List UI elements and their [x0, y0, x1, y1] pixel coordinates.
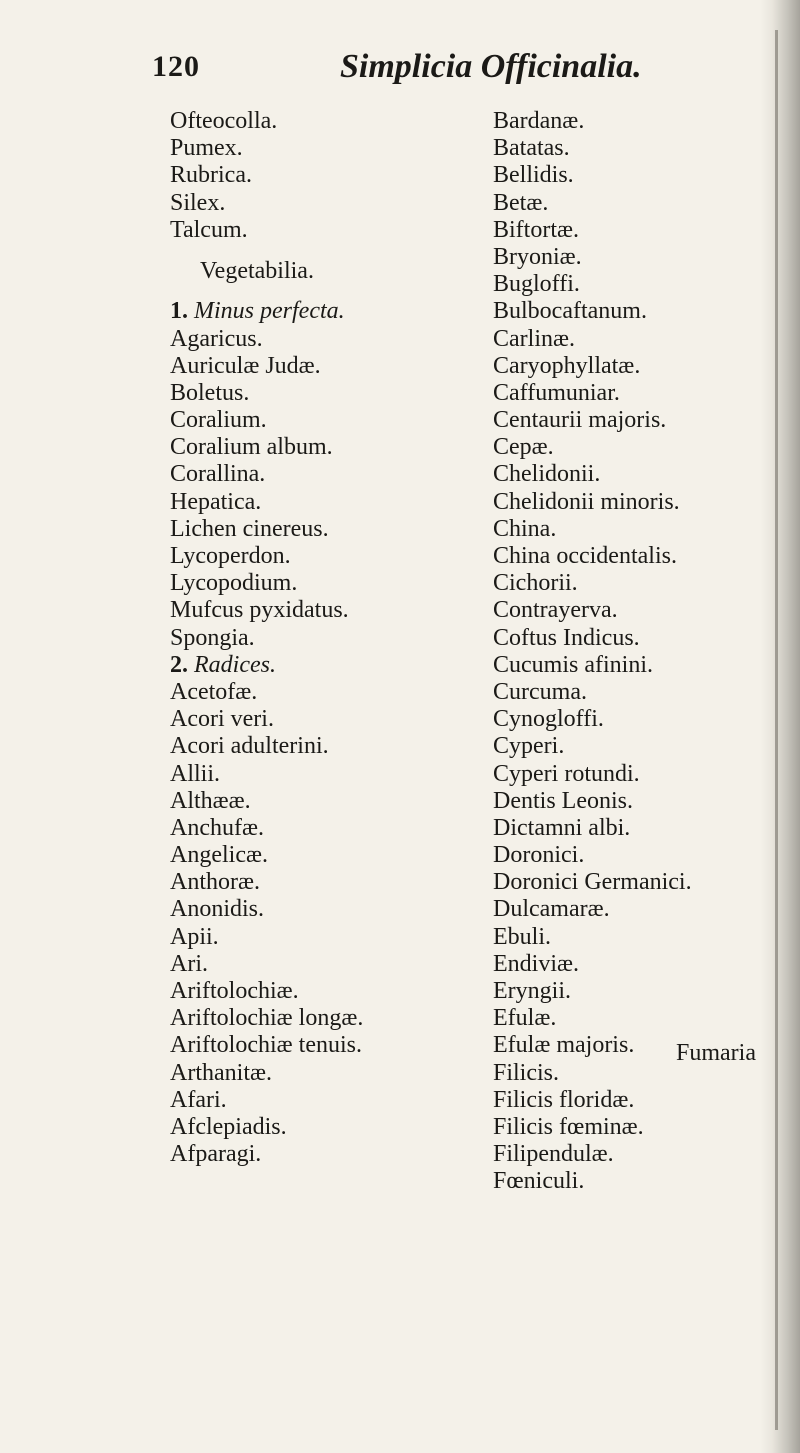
list-item: Doronici.: [493, 842, 585, 869]
list-item: Afari.: [170, 1086, 227, 1113]
list-item: Cyperi rotundi.: [493, 760, 640, 787]
section-title: Minus perfecta.: [194, 298, 345, 325]
list-item: Hepatica.: [170, 488, 262, 515]
list-item: Bellidis.: [493, 162, 574, 189]
left-column: [170, 108, 470, 1168]
section-title: Radices.: [194, 651, 276, 678]
section-heading-2: [170, 652, 470, 679]
section-heading-1: [170, 298, 470, 325]
list-item: China.: [493, 515, 557, 542]
section-number: 2.: [170, 651, 188, 678]
list-item: Rubrica.: [170, 162, 252, 189]
list-item: Curcuma.: [493, 678, 587, 705]
list-item: Caryophyllatæ.: [493, 352, 641, 379]
list-item: Althææ.: [170, 787, 251, 814]
list-item: Endiviæ.: [493, 950, 580, 977]
list-item: Eryngii.: [493, 978, 571, 1004]
list-item: Ofteocolla.: [170, 108, 278, 134]
list-item: Coralium album.: [170, 434, 333, 461]
list-item: Acori adulterini.: [170, 733, 329, 760]
list-item: Pumex.: [170, 135, 243, 162]
list-item: Lycopodium.: [170, 570, 298, 597]
list-item: Anthoræ.: [170, 869, 260, 896]
list-item: Coralium.: [170, 407, 267, 434]
list-item: Bardanæ.: [493, 108, 585, 134]
list-item: Cucumis afinini.: [493, 651, 653, 678]
list-item: Carlinæ.: [493, 325, 575, 352]
list-item: Ariftolochiæ tenuis.: [170, 1032, 362, 1059]
list-item: Agaricus.: [170, 325, 263, 352]
subheading-vegetabilia: Vegetabilia.: [200, 257, 314, 284]
list-item: Apii.: [170, 923, 219, 950]
list-item: Contrayerva.: [493, 597, 618, 624]
list-item: Talcum.: [170, 216, 248, 243]
list-item: Filicis fœminæ.: [493, 1113, 644, 1140]
list-item: Arthanitæ.: [170, 1059, 272, 1086]
list-item: Dulcamaræ.: [493, 896, 610, 923]
list-item: Bugloffi.: [493, 271, 580, 298]
binding-shadow: [775, 30, 778, 1430]
list-item: Boletus.: [170, 379, 250, 406]
list-item: Filicis floridæ.: [493, 1086, 635, 1113]
list-item: Doronici Germanici.: [493, 869, 692, 896]
list-item: China occidentalis.: [493, 543, 677, 569]
list-item: Mufcus pyxidatus.: [170, 597, 349, 624]
list-item: Cepæ.: [493, 434, 554, 461]
list-item: Efulæ.: [493, 1005, 557, 1032]
list-item: Efulæ majoris.: [493, 1032, 635, 1059]
list-item: Centaurii majoris.: [493, 407, 667, 434]
list-item: Betæ.: [493, 189, 549, 216]
list-item: Acetofæ.: [170, 678, 258, 705]
list-item: Dentis Leonis.: [493, 787, 633, 814]
list-item: Anonidis.: [170, 896, 265, 923]
list-item: Chelidonii.: [493, 461, 601, 488]
list-item: Cynogloffi.: [493, 706, 604, 733]
list-item: Spongia.: [170, 624, 255, 651]
page-header: [0, 50, 760, 100]
list-item: Caffumuniar.: [493, 379, 620, 406]
right-column: [493, 108, 773, 1196]
list-item: Auriculæ Judæ.: [170, 352, 321, 379]
page-number: 120: [152, 50, 200, 83]
list-item: Filipendulæ.: [493, 1141, 614, 1168]
list-item: Ariftolochiæ longæ.: [170, 1005, 364, 1032]
catchword: Fumaria: [676, 1040, 756, 1066]
list-item: Coftus Indicus.: [493, 624, 640, 651]
list-item: Lycoperdon.: [170, 543, 291, 570]
list-item: Silex.: [170, 189, 226, 216]
running-title: Simplicia Officinalia.: [340, 48, 642, 85]
list-item: Batatas.: [493, 135, 570, 162]
list-item: Afclepiadis.: [170, 1113, 287, 1140]
list-item: Allii.: [170, 760, 221, 787]
list-item: Filicis.: [493, 1059, 560, 1086]
list-item: Cichorii.: [493, 570, 578, 597]
list-item: Angelicæ.: [170, 842, 268, 869]
list-item: Ariftolochiæ.: [170, 978, 299, 1005]
list-item: Biftortæ.: [493, 216, 580, 243]
list-item: Ebuli.: [493, 923, 551, 950]
list-item: Anchufæ.: [170, 814, 264, 841]
list-item: Fœniculi.: [493, 1168, 585, 1195]
list-item: Cyperi.: [493, 733, 565, 760]
list-item: Ari.: [170, 950, 208, 977]
list-item: Acori veri.: [170, 706, 274, 733]
list-item: Bulbocaftanum.: [493, 298, 647, 325]
list-item: Corallina.: [170, 461, 266, 488]
section-number: 1.: [170, 298, 188, 325]
list-item: Afparagi.: [170, 1141, 262, 1168]
list-item: Lichen cinereus.: [170, 515, 329, 542]
list-item: Bryoniæ.: [493, 243, 582, 270]
list-item: Chelidonii minoris.: [493, 488, 680, 515]
list-item: Dictamni albi.: [493, 814, 631, 841]
